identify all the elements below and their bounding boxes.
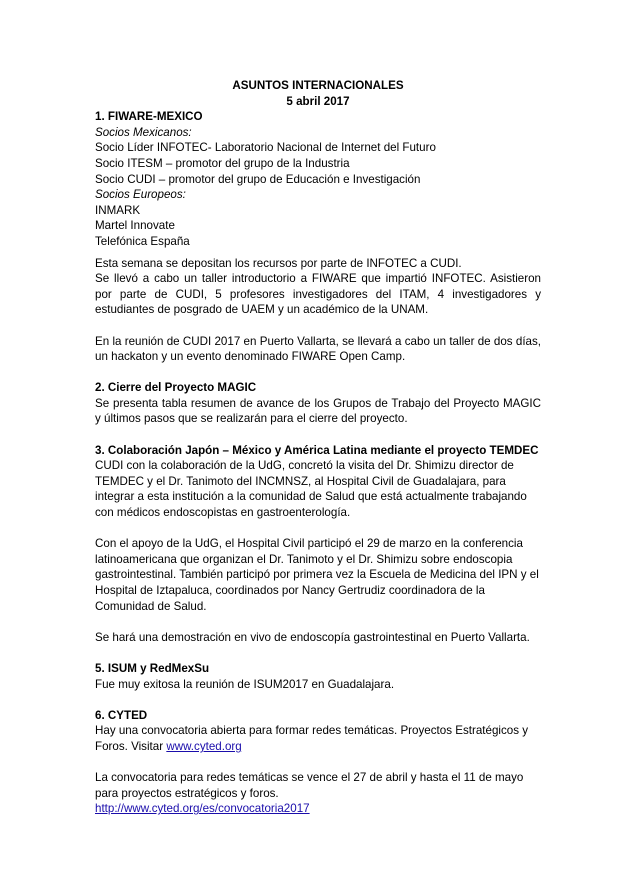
paragraph: La convocatoria para redes temáticas se vence el 27 de abril y hasta el 11 de mayo para proyectos estratégicos y foros. bbox=[95, 771, 524, 800]
paragraph: Esta semana se depositan los recursos por parte de INFOTEC a CUDI. bbox=[95, 256, 462, 270]
document-date: 5 abril 2017 bbox=[286, 94, 350, 108]
paragraph-text: Hay una convocatoria abierta para formar redes temáticas. Proyectos Estratégicos y Foros. Visitar bbox=[95, 724, 529, 753]
paragraph: Fue muy exitosa la reunión de ISUM2017 en Guadalajara. bbox=[95, 677, 395, 691]
section-5-heading: 5. ISUM y RedMexSu bbox=[95, 661, 210, 675]
paragraph: En la reunión de CUDI 2017 en Puerto Vallarta, se llevará a cabo un taller de dos días, un hackaton y un evento denominado FIWARE Open Camp. bbox=[95, 334, 541, 364]
paragraph: Se presenta tabla resumen de avance de los Grupos de Trabajo del Proyecto MAGIC y últimos pasos que se realizarán para el cierre del proyecto. bbox=[95, 396, 541, 426]
partner-item: Socio Líder INFOTEC- Laboratorio Nacional de Internet del Futuro bbox=[95, 141, 436, 155]
partner-item: Socio CUDI – promotor del grupo de Educación e Investigación bbox=[95, 172, 421, 186]
paragraph: Se hará una demostración en vivo de endoscopía gastrointestinal en Puerto Vallarta. bbox=[95, 630, 530, 644]
paragraph: Se llevó a cabo un taller introductorio a FIWARE que impartió INFOTEC. Asistieron por parte de CUDI, 5 profesores investigadores del ITAM, 4 investigadores y estudiantes de posgrado de UAEM y un académico de la UNAM. bbox=[95, 272, 541, 317]
document-page bbox=[95, 78, 541, 817]
partner-item: INMARK bbox=[95, 203, 141, 217]
partner-item: Telefónica España bbox=[95, 234, 190, 248]
document-title: ASUNTOS INTERNACIONALES bbox=[232, 79, 404, 92]
cyted-link[interactable]: www.cyted.org bbox=[166, 739, 242, 753]
paragraph: CUDI con la colaboración de la UdG, concretó la visita del Dr. Shimizu director de TEMDEC y el Dr. Tanimoto del INCMNSZ, al Hospital Civil de Guadalajara, para integrar a esta institución a la comunidad de Salud que está actualmente trabajando con médicos endoscopistas en gastroenterología. bbox=[95, 459, 527, 520]
section-1-heading: 1. FIWARE-MEXICO bbox=[95, 110, 203, 124]
paragraph bbox=[95, 723, 541, 754]
partner-item: Socio ITESM – promotor del grupo de la Industria bbox=[95, 156, 350, 170]
mexican-partners-label: Socios Mexicanos: bbox=[95, 125, 192, 139]
european-partners-label: Socios Europeos: bbox=[95, 188, 186, 202]
convocatoria-link[interactable]: http://www.cyted.org/es/convocatoria2017 bbox=[95, 802, 310, 816]
section-3-heading: 3. Colaboración Japón – México y América Latina mediante el proyecto TEMDEC bbox=[95, 443, 539, 457]
paragraph: Con el apoyo de la UdG, el Hospital Civil participó el 29 de marzo en la conferencia latinoamericana que organizan el Dr. Tanimoto y el Dr. Shimizu sobre endoscopia gastrointestinal. También participó por primera vez la Escuela de Medicina del IPN y el Hospital de Iztapaluca, coordinados por Nancy Gertrudiz coordinadora de la Comunidad de Salud. bbox=[95, 537, 539, 613]
section-2-heading: 2. Cierre del Proyecto MAGIC bbox=[95, 381, 257, 395]
section-6-heading: 6. CYTED bbox=[95, 708, 148, 722]
partner-item: Martel Innovate bbox=[95, 219, 175, 233]
